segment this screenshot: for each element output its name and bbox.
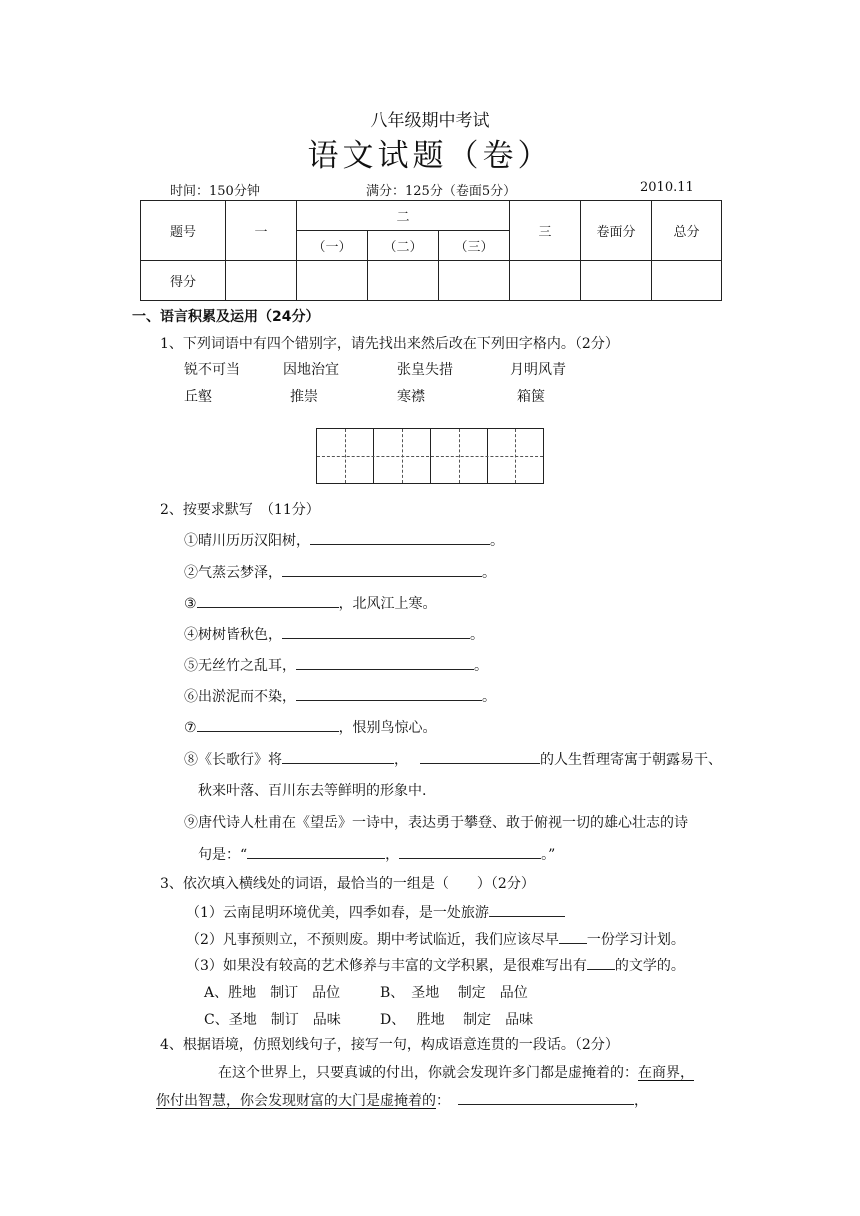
header-cell-neatness: 卷面分 (581, 201, 652, 261)
q2-item-5: ⑤无丝竹之乱耳， 。 (184, 655, 488, 675)
q4-paragraph-line1: 在这个世界上，只要真诚的付出，你就会发现许多门都是虚掩着的：在商界， (218, 1065, 694, 1081)
q2-item-9-cont: 句是：“ ， 。” (198, 844, 555, 864)
q2-item-4: ④树树皆秋色， 。 (184, 624, 484, 644)
score-cell[interactable] (439, 261, 510, 301)
answer-blank[interactable] (296, 655, 474, 670)
header-cell-part2-sub2: （二） (368, 231, 439, 261)
header-cell-part3: 三 (510, 201, 581, 261)
exam-date: 2010.11 (640, 180, 694, 195)
exam-title: 语文试题（卷） (307, 138, 553, 174)
q2-item-1: ①晴川历历汉阳树， 。 (184, 530, 504, 550)
q1-word: 月明风青 (510, 362, 566, 378)
q2-item-7: ⑦ ，恨别鸟惊心。 (184, 717, 437, 737)
q1-word: 箱箧 (517, 389, 545, 405)
q1-word: 因地治宜 (283, 362, 339, 378)
score-cell[interactable] (226, 261, 297, 301)
answer-blank[interactable] (282, 562, 482, 577)
q3-sentence-2: （2）凡事预则立，不预则废。期中考试临近，我们应该尽早 一份学习计划。 (186, 929, 685, 949)
section1-title: 一、语言积累及运用（24分） (132, 309, 320, 325)
answer-blank[interactable] (197, 717, 339, 732)
q2-item-8: ⑧《长歌行》将 ， 的人生哲理寄寓于朝露易干、 (184, 749, 722, 769)
q1-word: 推崇 (290, 389, 318, 405)
answer-blank[interactable] (399, 844, 541, 859)
q4-paragraph-line2: 你付出智慧，你会发现财富的大门是虚掩着的： ， (156, 1090, 648, 1110)
answer-blank[interactable] (458, 1090, 634, 1105)
score-table (140, 200, 722, 301)
answer-blank[interactable] (559, 929, 587, 944)
exam-full-score: 满分：125分（卷面5分） (366, 184, 517, 199)
answer-blank[interactable] (420, 749, 540, 764)
q2-item-9: ⑨唐代诗人杜甫在《望岳》一诗中，表达勇于攀登、敢于俯视一切的雄心壮志的诗 (184, 815, 688, 831)
q3-option-d[interactable]: D、 胜地 制定 品味 (380, 1012, 534, 1028)
q3-option-a[interactable]: A、胜地 制订 品位 (204, 985, 341, 1001)
score-cell[interactable] (652, 261, 722, 301)
header-cell-part1: 一 (226, 201, 297, 261)
q1-word: 张皇失措 (397, 362, 453, 378)
q3-sentence-1: （1）云南昆明环境优美，四季如春，是一处旅游 (186, 902, 565, 922)
answer-blank[interactable] (587, 955, 615, 970)
score-cell[interactable] (368, 261, 439, 301)
answer-blank[interactable] (247, 844, 385, 859)
score-cell[interactable] (510, 261, 581, 301)
header-cell-part2: 二 (297, 201, 510, 231)
q1-word: 丘壑 (184, 389, 212, 405)
score-cell[interactable] (297, 261, 368, 301)
exam-subtitle: 八年级期中考试 (370, 111, 490, 131)
q3-prompt: 3、依次填入横线处的词语，最恰当的一组是（ ）（2分） (160, 876, 535, 892)
q3-sentence-3: （3）如果没有较高的艺术修养与丰富的文学积累，是很难写出有 的文学的。 (186, 955, 685, 975)
q1-word: 寒襟 (397, 389, 425, 405)
q1-prompt: 1、下列词语中有四个错别字，请先找出来然后改在下列田字格内。（2分） (160, 336, 619, 352)
tian-zi-grid[interactable] (316, 428, 544, 484)
header-cell-part2-sub1: （一） (297, 231, 368, 261)
answer-blank[interactable] (296, 686, 482, 701)
q3-option-b[interactable]: B、 圣地 制定 品位 (380, 985, 528, 1001)
score-row-label: 得分 (141, 261, 226, 301)
q2-item-6: ⑥出淤泥而不染， 。 (184, 686, 496, 706)
q2-prompt: 2、按要求默写 （11分） (160, 502, 320, 518)
q2-item-2: ②气蒸云梦泽， 。 (184, 562, 496, 582)
q2-item-3: ③ ，北风江上寒。 (184, 593, 437, 613)
score-cell[interactable] (581, 261, 652, 301)
q3-option-c[interactable]: C、圣地 制订 品味 (204, 1012, 341, 1028)
exam-time: 时间：150分钟 (170, 184, 260, 199)
answer-blank[interactable] (282, 624, 470, 639)
answer-blank[interactable] (310, 530, 490, 545)
q2-item-8-cont: 秋来叶落、百川东去等鲜明的形象中. (198, 783, 427, 799)
answer-blank[interactable] (489, 902, 565, 917)
header-cell-part2-sub3: （三） (439, 231, 510, 261)
answer-blank[interactable] (282, 749, 394, 764)
q4-prompt: 4、根据语境，仿照划线句子，接写一句，构成语意连贯的一段话。（2分） (160, 1037, 619, 1053)
header-cell-question-no: 题号 (141, 201, 226, 261)
header-cell-total: 总分 (652, 201, 722, 261)
answer-blank[interactable] (197, 593, 339, 608)
q1-word: 锐不可当 (184, 362, 240, 378)
